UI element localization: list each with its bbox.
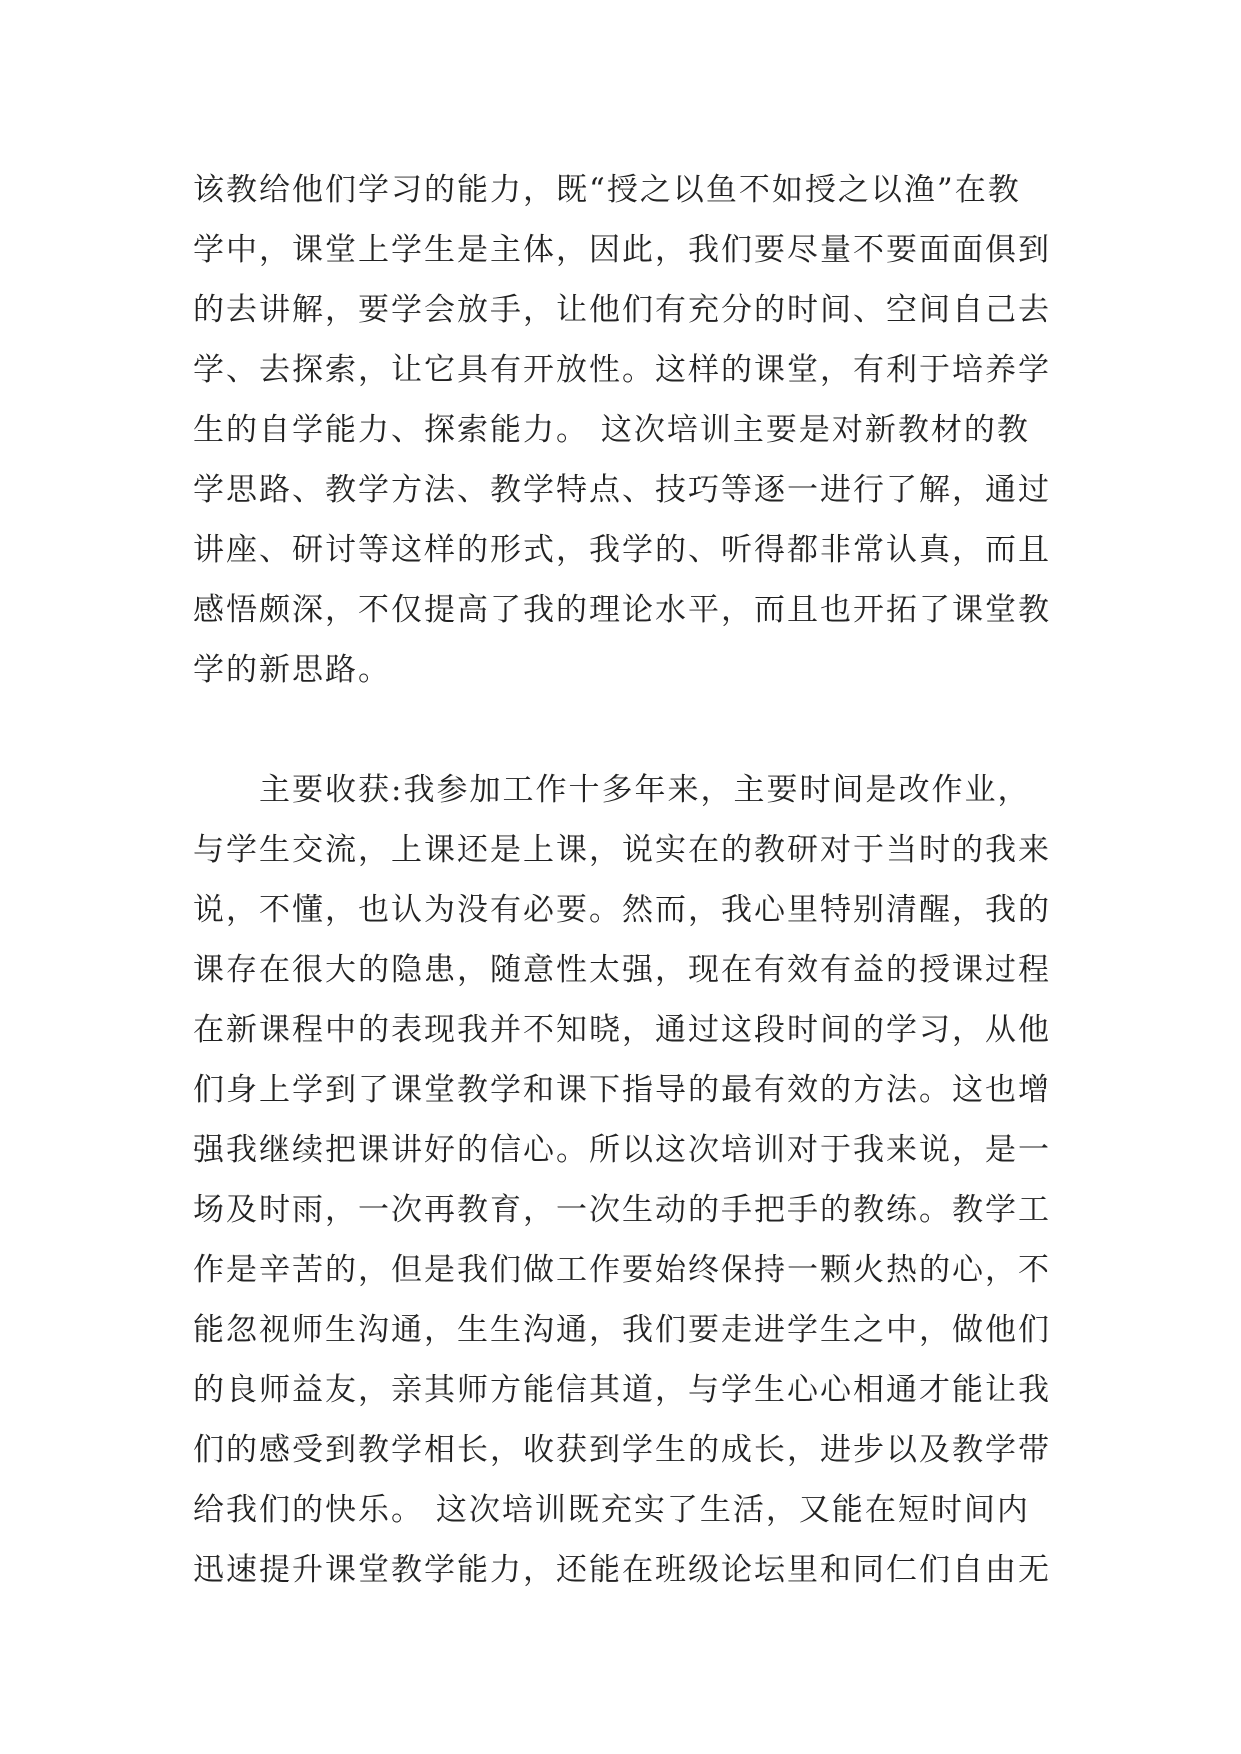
text-line-first: 主要收获:我参加工作十多年来，主要时间是改作业，: [259, 772, 1031, 808]
text-line: 的良师益友，亲其师方能信其道，与学生心心相通才能让我: [193, 1372, 1051, 1408]
text-line: 强我继续把课讲好的信心。所以这次培训对于我来说，是一: [193, 1132, 1051, 1168]
text-line: 学、去探索，让它具有开放性。这样的课堂，有利于培养学: [193, 352, 1051, 388]
text-line: 们身上学到了课堂教学和课下指导的最有效的方法。这也增: [193, 1072, 1051, 1108]
text-line: 该教给他们学习的能力，既“授之以鱼不如授之以渔”在教: [193, 172, 1021, 208]
document-body: [193, 160, 1053, 1600]
text-line: 在新课程中的表现我并不知晓，通过这段时间的学习，从他: [193, 1012, 1051, 1048]
text-line: 迅速提升课堂教学能力，还能在班级论坛里和同仁们自由无: [193, 1552, 1051, 1588]
text-line: 学的新思路。: [193, 652, 391, 688]
text-line: 说，不懂，也认为没有必要。然而，我心里特别清醒，我的: [193, 892, 1051, 928]
text-line: 感悟颇深，不仅提高了我的理论水平，而且也开拓了课堂教: [193, 592, 1051, 628]
text-line: 作是辛苦的，但是我们做工作要始终保持一颗火热的心，不: [193, 1252, 1051, 1288]
paragraph-continuation: [193, 160, 1053, 700]
text-line: 生的自学能力、探索能力。 这次培训主要是对新教材的教: [193, 412, 1030, 448]
text-line: 讲座、研讨等这样的形式，我学的、听得都非常认真，而且: [193, 532, 1051, 568]
text-line: 给我们的快乐。 这次培训既充实了生活，又能在短时间内: [193, 1492, 1030, 1528]
text-line: 课存在很大的隐患，随意性太强，现在有效有益的授课过程: [193, 952, 1051, 988]
text-line: 能忽视师生沟通，生生沟通，我们要走进学生之中，做他们: [193, 1312, 1051, 1348]
text-line: 与学生交流，上课还是上课，说实在的教研对于当时的我来: [193, 832, 1051, 868]
text-line: 学中，课堂上学生是主体，因此，我们要尽量不要面面俱到: [193, 232, 1051, 268]
text-line: 学思路、教学方法、教学特点、技巧等逐一进行了解，通过: [193, 472, 1051, 508]
text-line: 的去讲解，要学会放手，让他们有充分的时间、空间自己去: [193, 292, 1051, 328]
paragraph-main-gains: [193, 760, 1053, 1600]
text-line: 场及时雨，一次再教育，一次生动的手把手的教练。教学工: [193, 1192, 1051, 1228]
text-line: 们的感受到教学相长，收获到学生的成长，进步以及教学带: [193, 1432, 1051, 1468]
paragraph-spacer: [193, 700, 1053, 760]
